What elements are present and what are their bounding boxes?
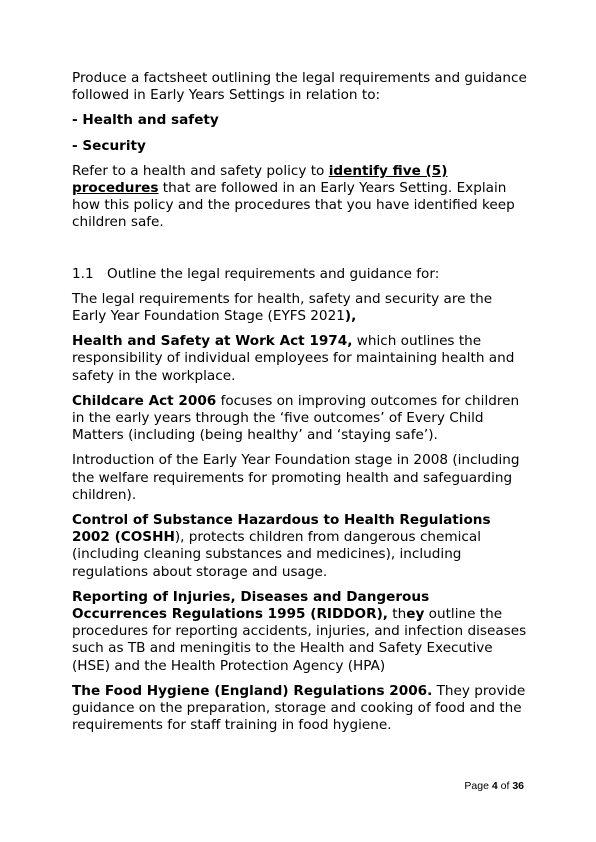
page-footer <box>464 780 524 792</box>
paragraph-bold: Reporting of Injuries, Diseases and Dangerous Occurrences Regulations 1995 (RIDDOR), <box>72 588 430 623</box>
paragraph-text: outline the procedures for reporting accidents, injuries, and infection diseases such as TB and meningitis to the Health and Safety Executive (HSE) and the Health Protection Agency (HPA) <box>72 606 527 674</box>
hswa-paragraph <box>72 333 528 385</box>
paragraph-bold: ), <box>344 308 357 325</box>
paragraph-text: ), protects children from dangerous chemical (including cleaning substances and medicines), including regulations about storage and usage. <box>72 529 482 580</box>
section-number: 1.1 <box>72 265 94 282</box>
paragraph-text: The legal requirements for health, safety and security are the Early Year Foundation Stage (EYFS 2021 <box>72 290 493 325</box>
paragraph-bold: Control of Substance Hazardous to Health Regulations 2002 (COSHH <box>72 512 491 546</box>
bullet-text: - Health and safety <box>72 112 219 129</box>
paragraph-bold: ey <box>406 606 425 623</box>
page-number: 4 <box>491 780 498 792</box>
paragraph-bold: Childcare Act 2006 <box>72 392 217 409</box>
intro-paragraph <box>72 70 528 104</box>
paragraph-bold: Health and Safety at Work Act 1974, <box>72 333 353 350</box>
task-text: that are followed in an Early Years Setting. Explain how this policy and the procedures that you have identified keep children safe. <box>72 180 515 231</box>
page-label: Page <box>464 780 492 792</box>
page-of-label: of <box>497 780 513 792</box>
section-heading <box>72 266 528 283</box>
paragraph-text: focuses on improving outcomes for children in the early years through the ‘five outcomes’ of Every Child Matters (including (being healthy’ and ‘staying safe’). <box>72 392 520 444</box>
intro-text: Produce a factsheet outlining the legal requirements and guidance followed in Early Years Settings in relation to: <box>72 70 527 104</box>
childcare-paragraph <box>72 393 528 445</box>
paragraph-text: They provide guidance on the preparation, storage and cooking of food and the requirements for staff training in food hygiene. <box>72 682 526 734</box>
paragraph-text: th <box>387 606 407 623</box>
bullet-health-safety <box>72 112 528 129</box>
eyfs-paragraph <box>72 291 528 325</box>
task-emphasis: identify five (5) procedures <box>72 162 448 197</box>
task-paragraph <box>72 163 528 232</box>
food-paragraph <box>72 683 528 735</box>
task-text: Refer to a health and safety policy to <box>72 162 329 179</box>
bullet-text: - Security <box>72 137 146 154</box>
paragraph-text: Introduction of the Early Year Foundation stage in 2008 (including the welfare requirements for promoting health and safeguarding children). <box>72 452 520 503</box>
coshh-paragraph <box>72 512 528 581</box>
paragraph-text: which outlines the responsibility of individual employees for maintaining health and safety in the workplace. <box>72 333 515 384</box>
section-title: Outline the legal requirements and guidance for: <box>107 265 440 282</box>
page-content <box>72 70 528 743</box>
bullet-security <box>72 138 528 155</box>
eyfs2008-paragraph <box>72 452 528 504</box>
page-total: 36 <box>512 780 524 792</box>
paragraph-bold: The Food Hygiene (England) Regulations 2006. <box>72 682 433 699</box>
riddor-paragraph <box>72 589 528 675</box>
